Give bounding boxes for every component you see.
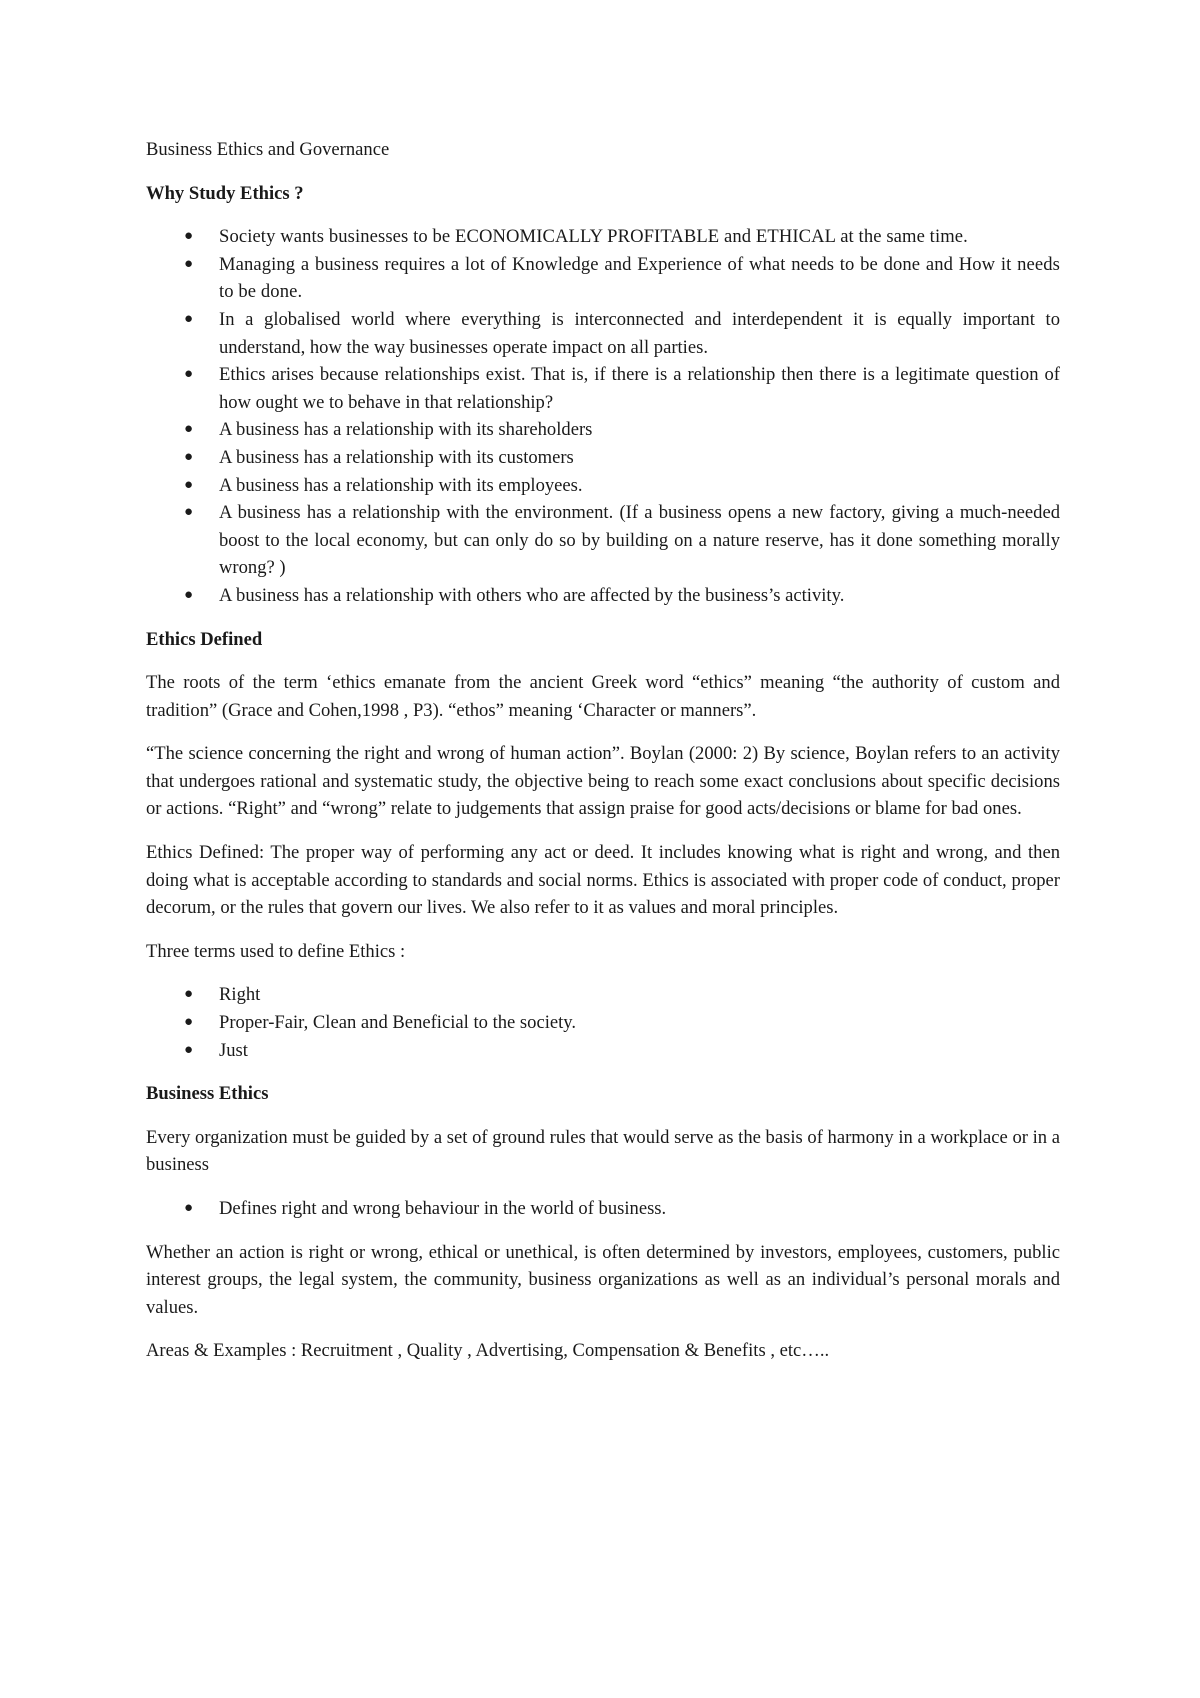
list-item: ● A business has a relationship with its employees. xyxy=(146,472,1060,500)
document-page xyxy=(146,136,1060,1381)
list-item: ● In a globalised world where everything is interconnected and interdependent it is equally important to understand, how the way businesses operate impact on all parties. xyxy=(146,306,1060,361)
bullet-icon: ● xyxy=(184,1200,194,1216)
list-item: ● A business has a relationship with others who are affected by the business’s activity. xyxy=(146,582,1060,610)
paragraph-right-or-wrong: Whether an action is right or wrong, ethical or unethical, is often determined by investors, employees, customers, public interest groups, the legal system, the community, business organizations as well as an individual’s personal morals and values. xyxy=(146,1241,1060,1318)
bullet-icon: ● xyxy=(184,366,194,383)
bullet-icon: ● xyxy=(184,1014,194,1031)
paragraph-ground-rules: Every organization must be guided by a set of ground rules that would serve as the basis of harmony in a workplace or in a business xyxy=(146,1126,1060,1176)
list-item: ● A business has a relationship with its customers xyxy=(146,444,1060,472)
why-study-ethics-list xyxy=(146,223,1060,609)
list-item: ● Managing a business requires a lot of Knowledge and Experience of what needs to be done and How it needs to be done. xyxy=(146,251,1060,306)
list-item: ● Society wants businesses to be ECONOMICALLY PROFITABLE and ETHICAL at the same time. xyxy=(146,223,1060,251)
three-terms-list xyxy=(146,981,1060,1064)
paragraph-three-terms: Three terms used to define Ethics : xyxy=(146,940,406,962)
list-item: ● Ethics arises because relationships exist. That is, if there is a relationship then there is a legitimate question of how ought we to behave in that relationship? xyxy=(146,361,1060,416)
section-heading-why-study-ethics: Why Study Ethics ? xyxy=(146,182,304,204)
list-item: ● A business has a relationship with its shareholders xyxy=(146,416,1060,444)
bullet-icon: ● xyxy=(184,310,194,327)
list-item: ● Right xyxy=(146,981,1060,1009)
business-ethics-list xyxy=(146,1195,1060,1223)
bullet-icon: ● xyxy=(184,586,194,603)
list-item: ● Proper-Fair, Clean and Beneficial to the society. xyxy=(146,1009,1060,1037)
paragraph-ethics-roots: The roots of the term ‘ethics emanate from the ancient Greek word “ethics” meaning “the authority of custom and tradition” (Grace and Cohen,1998 , P3). “ethos” meaning ‘Character or manners”. xyxy=(146,672,1060,721)
section-heading-business-ethics: Business Ethics xyxy=(146,1083,269,1105)
list-item: ● Just xyxy=(146,1037,1060,1065)
section-heading-ethics-defined: Ethics Defined xyxy=(146,628,263,650)
document-title: Business Ethics and Governance xyxy=(146,139,390,160)
list-item: ● A business has a relationship with the environment. (If a business opens a new factory, giving a much-needed boost to the local economy, but can only do so by building on a nature reserve, has it done something morally wrong? ) xyxy=(146,499,1060,582)
bullet-icon: ● xyxy=(184,476,194,493)
list-item: ● Defines right and wrong behaviour in the world of business. xyxy=(146,1195,1060,1223)
bullet-icon: ● xyxy=(184,448,194,465)
paragraph-ethics-defined: Ethics Defined: The proper way of performing any act or deed. It includes knowing what is right and wrong, and then doing what is acceptable according to standards and social norms. Ethics is associated with proper code of conduct, proper decorum, or the rules that govern our lives. We also refer to it as values and moral principles. xyxy=(146,842,1060,919)
bullet-icon: ● xyxy=(184,986,194,1003)
bullet-icon: ● xyxy=(184,421,194,438)
paragraph-areas-examples: Areas & Examples : Recruitment , Quality , Advertising, Compensation & Benefits , etc….. xyxy=(146,1340,830,1362)
bullet-icon: ● xyxy=(184,228,194,245)
paragraph-science-definition: “The science concerning the right and wrong of human action”. Boylan (2000: 2) By science, Boylan refers to an activity that undergoes rational and systematic study, the objective being to reach some exact conclusions about specific decisions or actions. “Right” and “wrong” relate to judgements that assign praise for good acts/decisions or blame for bad ones. xyxy=(146,743,1060,820)
bullet-icon: ● xyxy=(184,504,194,521)
bullet-icon: ● xyxy=(184,255,194,272)
bullet-icon: ● xyxy=(184,1041,194,1058)
